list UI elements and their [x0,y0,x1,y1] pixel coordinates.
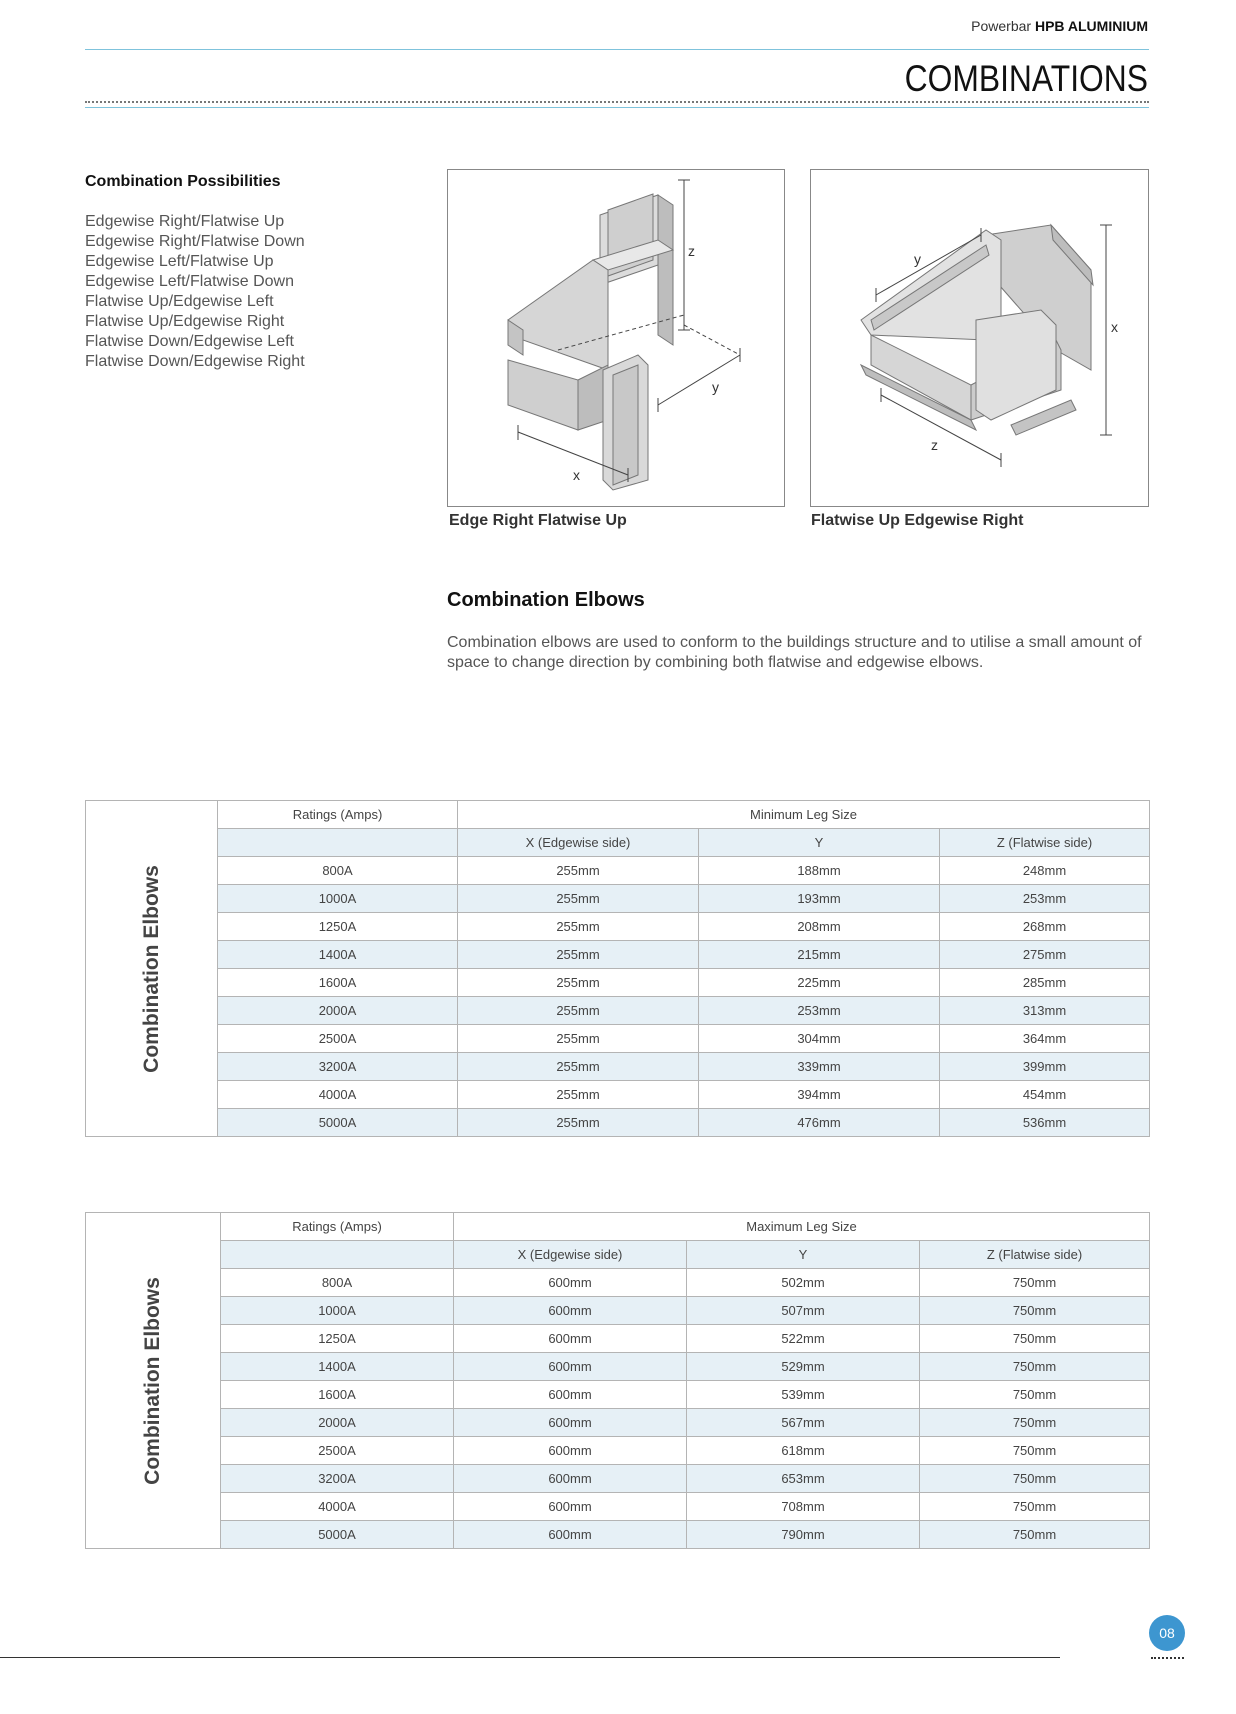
x-cell: 255mm [458,857,699,885]
figure2-label-z: z [931,437,938,453]
header-top-rule [85,49,1149,50]
z-cell: 248mm [940,857,1150,885]
table-row [86,1353,1150,1381]
x-cell: 600mm [454,1493,687,1521]
y-cell: 394mm [699,1081,940,1109]
z-cell: 750mm [920,1353,1150,1381]
minimum-leg-size-table [85,800,1150,1137]
table-side-label: Combination Elbows [141,1276,164,1485]
x-cell: 255mm [458,885,699,913]
z-cell: 364mm [940,1025,1150,1053]
z-cell: 750mm [920,1521,1150,1549]
table-row [86,1465,1150,1493]
table-row [86,1053,1150,1081]
y-cell: 253mm [699,997,940,1025]
y-cell: 215mm [699,941,940,969]
table-side-cell [86,801,218,1137]
column-header: Y [699,829,940,857]
y-cell: 708mm [687,1493,920,1521]
page-number-dots [1151,1657,1184,1659]
possibility-item: Edgewise Left/Flatwise Down [85,273,294,290]
possibility-item: Edgewise Right/Flatwise Up [85,213,285,230]
y-cell: 339mm [699,1053,940,1081]
x-cell: 255mm [458,941,699,969]
table-side-cell [86,1213,221,1549]
y-cell: 476mm [699,1109,940,1137]
y-cell: 188mm [699,857,940,885]
rating-cell: 1600A [221,1381,454,1409]
y-cell: 507mm [687,1297,920,1325]
maximum-leg-size-table [85,1212,1150,1549]
rating-cell: 2500A [221,1437,454,1465]
y-cell: 653mm [687,1465,920,1493]
column-header: X (Edgewise side) [454,1241,687,1269]
rating-cell: 2000A [221,1409,454,1437]
x-cell: 600mm [454,1325,687,1353]
table-row [86,997,1150,1025]
z-cell: 313mm [940,997,1150,1025]
y-cell: 502mm [687,1269,920,1297]
column-header-blank [218,829,458,857]
x-cell: 255mm [458,913,699,941]
group-header: Minimum Leg Size [458,801,1150,829]
z-cell: 750mm [920,1409,1150,1437]
y-cell: 208mm [699,913,940,941]
group-header: Maximum Leg Size [454,1213,1150,1241]
elbow-illustration-2 [811,170,1148,506]
rating-cell: 1000A [218,885,458,913]
column-header: X (Edgewise side) [458,829,699,857]
page-number-badge: 08 [1149,1615,1185,1651]
figure2-caption: Flatwise Up Edgewise Right [811,512,1024,529]
x-cell: 600mm [454,1521,687,1549]
z-cell: 750mm [920,1493,1150,1521]
rating-cell: 4000A [218,1081,458,1109]
elbows-title: Combination Elbows [447,589,645,611]
rating-cell: 1400A [221,1353,454,1381]
rating-cell: 1600A [218,969,458,997]
table-row [86,1269,1150,1297]
figure1-caption: Edge Right Flatwise Up [449,512,627,529]
y-cell: 618mm [687,1437,920,1465]
table-row [86,1025,1150,1053]
x-cell: 600mm [454,1353,687,1381]
table-row [86,1109,1150,1137]
table-row [86,1409,1150,1437]
figure2-label-y: y [914,251,921,267]
figure1-label-y: y [712,379,719,395]
rating-cell: 5000A [221,1521,454,1549]
y-cell: 522mm [687,1325,920,1353]
possibility-item: Flatwise Down/Edgewise Left [85,333,294,350]
y-cell: 790mm [687,1521,920,1549]
table-row [86,1381,1150,1409]
figure-edge-right-flatwise-up [447,169,785,507]
figure2-label-x: x [1111,319,1118,335]
ratings-header: Ratings (Amps) [218,801,458,829]
figure-flatwise-up-edgewise-right [810,169,1149,507]
y-cell: 539mm [687,1381,920,1409]
table-row [86,1493,1150,1521]
x-cell: 600mm [454,1409,687,1437]
possibility-item: Flatwise Up/Edgewise Left [85,293,274,310]
x-cell: 255mm [458,969,699,997]
possibilities-title: Combination Possibilities [85,173,281,190]
y-cell: 529mm [687,1353,920,1381]
page-title: COMBINATIONS [904,58,1148,99]
z-cell: 750mm [920,1437,1150,1465]
column-header: Y [687,1241,920,1269]
y-cell: 225mm [699,969,940,997]
rating-cell: 5000A [218,1109,458,1137]
column-header-blank [221,1241,454,1269]
header-dotted-rule [85,101,1149,103]
table-row [86,913,1150,941]
x-cell: 600mm [454,1381,687,1409]
possibilities-list [85,212,305,372]
rating-cell: 2000A [218,997,458,1025]
x-cell: 600mm [454,1269,687,1297]
rating-cell: 1250A [221,1325,454,1353]
z-cell: 253mm [940,885,1150,913]
z-cell: 750mm [920,1381,1150,1409]
y-cell: 193mm [699,885,940,913]
brand-prefix: Powerbar [971,18,1032,34]
figure1-label-z: z [688,243,695,259]
column-header: Z (Flatwise side) [940,829,1150,857]
z-cell: 536mm [940,1109,1150,1137]
possibility-item: Flatwise Down/Edgewise Right [85,353,305,370]
possibility-item: Flatwise Up/Edgewise Right [85,313,285,330]
z-cell: 399mm [940,1053,1150,1081]
table-row [86,969,1150,997]
rating-cell: 1250A [218,913,458,941]
x-cell: 255mm [458,1053,699,1081]
x-cell: 255mm [458,1081,699,1109]
y-cell: 567mm [687,1409,920,1437]
x-cell: 255mm [458,997,699,1025]
z-cell: 268mm [940,913,1150,941]
rating-cell: 1000A [221,1297,454,1325]
elbow-illustration-1 [448,170,784,506]
rating-cell: 3200A [221,1465,454,1493]
z-cell: 750mm [920,1325,1150,1353]
y-cell: 304mm [699,1025,940,1053]
z-cell: 750mm [920,1297,1150,1325]
z-cell: 285mm [940,969,1150,997]
rating-cell: 800A [218,857,458,885]
column-header: Z (Flatwise side) [920,1241,1150,1269]
brand-name: HPB ALUMINIUM [1034,18,1148,34]
table-row [86,1437,1150,1465]
possibility-item: Edgewise Right/Flatwise Down [85,233,305,250]
table-row [86,1521,1150,1549]
x-cell: 600mm [454,1465,687,1493]
ratings-header: Ratings (Amps) [221,1213,454,1241]
table-row [86,1297,1150,1325]
z-cell: 275mm [940,941,1150,969]
x-cell: 600mm [454,1437,687,1465]
table-row [86,857,1150,885]
z-cell: 750mm [920,1269,1150,1297]
x-cell: 255mm [458,1025,699,1053]
table-row [86,885,1150,913]
table-row [86,941,1150,969]
table-row [86,1325,1150,1353]
possibility-item: Edgewise Left/Flatwise Up [85,253,274,270]
footer-rule [0,1657,1060,1658]
x-cell: 600mm [454,1297,687,1325]
rating-cell: 3200A [218,1053,458,1081]
header-bottom-rule [85,107,1149,108]
z-cell: 454mm [940,1081,1150,1109]
figure1-label-x: x [573,467,580,483]
table-row [86,1081,1150,1109]
rating-cell: 4000A [221,1493,454,1521]
table-side-label: Combination Elbows [139,864,163,1073]
rating-cell: 2500A [218,1025,458,1053]
elbows-description: Combination elbows are used to conform to the buildings structure and to utilise a small amount of space to change direction by combining both flatwise and edgewise elbows. [447,634,1142,671]
z-cell: 750mm [920,1465,1150,1493]
rating-cell: 800A [221,1269,454,1297]
brand-line [971,18,1148,34]
x-cell: 255mm [458,1109,699,1137]
rating-cell: 1400A [218,941,458,969]
